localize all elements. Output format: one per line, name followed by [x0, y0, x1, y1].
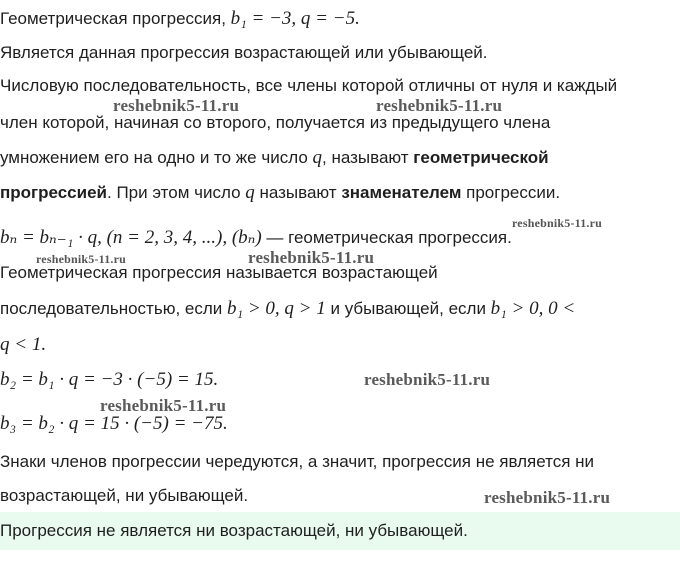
- problem-text: Геометрическая прогрессия,: [0, 9, 231, 28]
- definition-line-1: Числовую последовательность, все члены которой отличны от нуля и каждый: [0, 76, 618, 95]
- calc-b2: [0, 369, 218, 391]
- watermark: reshebnik5-11.ru: [376, 96, 503, 115]
- text-fragment: , называют: [322, 148, 414, 167]
- increasing-definition-1: Геометрическая прогрессия называется возрастающей: [0, 263, 438, 282]
- variable-q: q: [245, 182, 255, 203]
- decreasing-condition: b₁ > 0, 0 <: [490, 298, 576, 319]
- question-line: Является данная прогрессия возрастающей или убывающей.: [0, 43, 488, 62]
- watermark: reshebnik5-11.ru: [36, 252, 126, 266]
- increasing-condition: b₁ > 0, q > 1: [227, 298, 326, 319]
- watermark: reshebnik5-11.ru: [512, 216, 602, 230]
- problem-statement: [0, 8, 360, 30]
- definition-line-2: член которой, начиная со второго, получается из предыдущего члена: [0, 113, 551, 132]
- b2-formula: b₂ = b₁ · q = −3 · (−5) = 15.: [0, 369, 219, 390]
- bold-term: геометрической: [413, 148, 549, 167]
- answer-box: [0, 512, 680, 550]
- decreasing-condition-end: q < 1.: [0, 334, 47, 355]
- conclusion-line-2: возрастающей, ни убывающей.: [0, 486, 249, 505]
- conclusion-line-1: Знаки членов прогрессии чередуются, а значит, прогрессия не является ни: [0, 452, 595, 471]
- watermark: reshebnik5-11.ru: [248, 248, 375, 267]
- b3-formula: b₃ = b₂ · q = 15 · (−5) = −75.: [0, 413, 228, 434]
- text-fragment: прогрессии.: [461, 183, 561, 202]
- definition-line-4: [0, 182, 560, 204]
- answer-text: Прогрессия не является ни возрастающей, ни убывающей.: [0, 521, 468, 540]
- text-fragment: и убывающей, если: [325, 299, 491, 318]
- watermark: reshebnik5-11.ru: [100, 396, 227, 415]
- watermark: reshebnik5-11.ru: [484, 488, 611, 507]
- variable-q: q: [312, 147, 322, 168]
- watermark: reshebnik5-11.ru: [364, 370, 491, 389]
- text-fragment: — геометрическая прогрессия.: [261, 228, 512, 247]
- watermark: reshebnik5-11.ru: [113, 96, 240, 115]
- text-fragment: называют: [254, 183, 342, 202]
- text-fragment: . При этом число: [107, 183, 246, 202]
- text-fragment: последовательностью, если: [0, 299, 227, 318]
- problem-formula: b₁ = −3, q = −5.: [230, 8, 360, 29]
- calc-b3: [0, 413, 228, 435]
- recurrence-formula: bₙ = bₙ₋₁ · q, (n = 2, 3, 4, ...), (bₙ): [0, 227, 262, 248]
- increasing-definition-3: [0, 334, 46, 356]
- text-fragment: умножением его на одно и то же число: [0, 148, 313, 167]
- formula-line: [0, 227, 512, 249]
- bold-term: знаменателем: [341, 183, 462, 202]
- increasing-definition-2: [0, 298, 575, 320]
- definition-line-3: [0, 147, 549, 169]
- bold-term: прогрессией: [0, 183, 107, 202]
